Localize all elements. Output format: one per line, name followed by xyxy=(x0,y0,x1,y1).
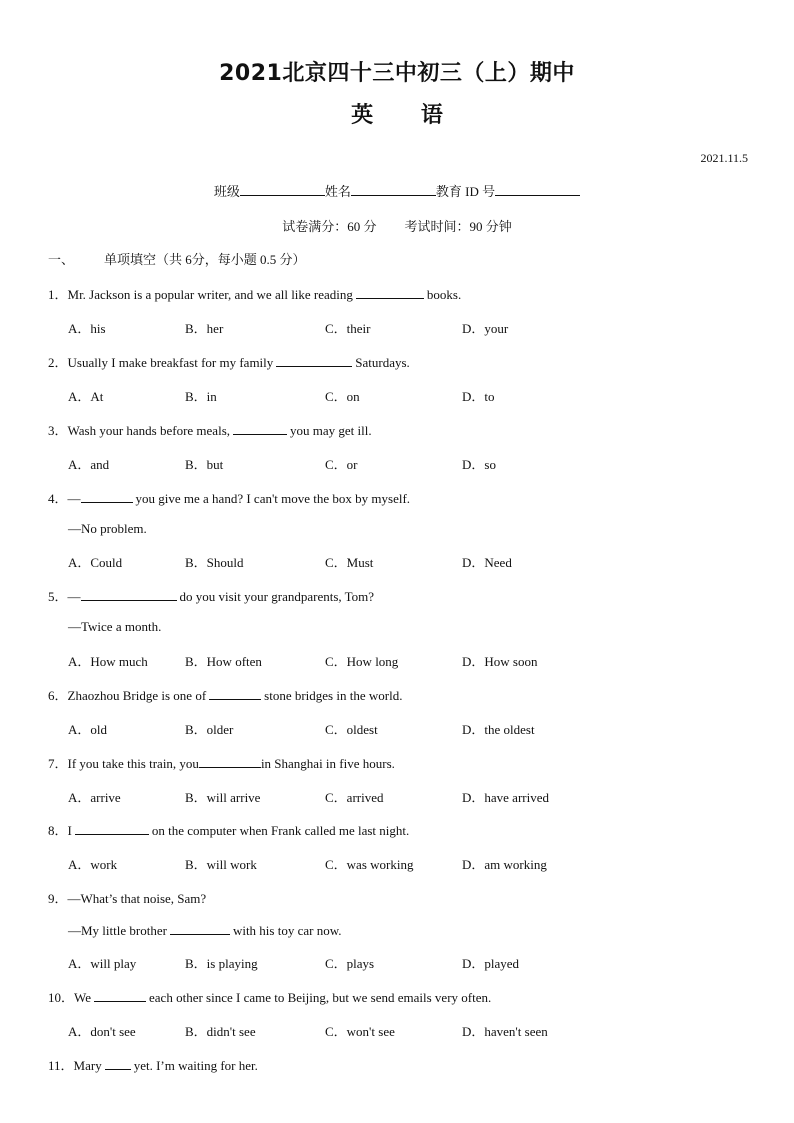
options-5 xyxy=(68,651,768,669)
exam-title: 2021北京四十三中初三（上）期中 xyxy=(219,61,575,86)
question-10 xyxy=(48,987,491,1006)
question-text: yet. I’m waiting for her. xyxy=(133,1058,258,1073)
question-8 xyxy=(48,820,409,839)
question-text: stone bridges in the world. xyxy=(264,688,403,703)
id-label: 教育 ID 号 xyxy=(435,184,496,199)
option-b[interactable]: B．but xyxy=(185,457,224,472)
question-text: you may get ill. xyxy=(290,423,372,438)
option-c[interactable]: C．arrived xyxy=(325,790,384,805)
option-b[interactable]: B．in xyxy=(185,389,217,404)
question-text: —What’s that noise, Sam? xyxy=(67,891,207,906)
question-text: each other since I came to Beijing, but we send emails very often. xyxy=(149,990,492,1005)
options-7 xyxy=(68,787,768,805)
option-a[interactable]: A．Could xyxy=(68,555,123,570)
question-number: 4． xyxy=(48,491,68,506)
option-c[interactable]: C．won't see xyxy=(325,1024,395,1039)
option-d[interactable]: D．the oldest xyxy=(462,722,535,737)
option-b[interactable]: B．Should xyxy=(185,555,244,570)
question-text: — xyxy=(67,491,81,506)
question-6 xyxy=(48,685,402,704)
question-number: 6． xyxy=(48,688,68,703)
option-c[interactable]: C．on xyxy=(325,389,360,404)
options-3 xyxy=(68,454,768,472)
question-text: do you visit your grandparents, Tom? xyxy=(179,589,375,604)
reply-text: —My little brother xyxy=(68,923,167,938)
options-2 xyxy=(68,386,768,404)
option-b[interactable]: B．How often xyxy=(185,654,262,669)
option-d[interactable]: D．How soon xyxy=(462,654,538,669)
option-a[interactable]: A．How much xyxy=(68,654,148,669)
answer-blank[interactable] xyxy=(81,489,133,503)
question-text: Mary xyxy=(73,1058,102,1073)
question-text: Saturdays. xyxy=(355,355,410,370)
option-c[interactable]: C．oldest xyxy=(325,722,378,737)
option-a[interactable]: A．his xyxy=(68,321,106,336)
option-b[interactable]: B．her xyxy=(185,321,224,336)
score-time-line xyxy=(0,216,794,235)
option-a[interactable]: A．old xyxy=(68,722,108,737)
question-text: Wash your hands before meals, xyxy=(67,423,231,438)
option-c[interactable]: C．Must xyxy=(325,555,374,570)
name-label: 姓名 xyxy=(324,184,351,199)
options-9 xyxy=(68,953,768,971)
option-d[interactable]: D．so xyxy=(462,457,496,472)
dialogue-reply xyxy=(68,921,342,939)
score-info: 试卷满分：60 分 xyxy=(282,219,377,234)
option-a[interactable]: A．will play xyxy=(68,956,137,971)
question-text: on the computer when Frank called me last night. xyxy=(151,823,410,838)
question-number: 3． xyxy=(48,423,68,438)
question-5 xyxy=(48,586,374,605)
question-text: I xyxy=(67,823,72,838)
answer-blank[interactable] xyxy=(276,353,352,367)
class-blank[interactable] xyxy=(240,182,325,196)
exam-date: 2021.11.5 xyxy=(700,151,748,165)
option-c[interactable]: C．was working xyxy=(325,857,414,872)
dialogue-reply: —Twice a month. xyxy=(68,619,162,634)
name-blank[interactable] xyxy=(351,182,436,196)
section-number: 一、 xyxy=(48,252,75,267)
question-text: you give me a hand? I can't move the box by myself. xyxy=(135,491,411,506)
option-c[interactable]: C．or xyxy=(325,457,358,472)
question-number: 10． xyxy=(48,990,75,1005)
question-number: 8． xyxy=(48,823,68,838)
question-text: in Shanghai in five hours. xyxy=(260,756,395,771)
question-number: 5． xyxy=(48,589,68,604)
option-b[interactable]: B．will arrive xyxy=(185,790,261,805)
answer-blank[interactable] xyxy=(81,587,177,601)
question-number: 9． xyxy=(48,891,68,906)
options-10 xyxy=(68,1021,768,1039)
option-d[interactable]: D．am working xyxy=(462,857,547,872)
class-label: 班级 xyxy=(213,184,240,199)
option-d[interactable]: D．to xyxy=(462,389,495,404)
option-b[interactable]: B．didn't see xyxy=(185,1024,256,1039)
question-9 xyxy=(48,888,206,907)
question-number: 11． xyxy=(48,1058,74,1073)
option-a[interactable]: A．work xyxy=(68,857,118,872)
question-text: If you take this train, you xyxy=(67,756,199,771)
question-text: Zhaozhou Bridge is one of xyxy=(67,688,207,703)
option-a[interactable]: A．At xyxy=(68,389,104,404)
option-b[interactable]: B．will work xyxy=(185,857,257,872)
answer-blank[interactable] xyxy=(356,285,424,299)
option-c[interactable]: C．How long xyxy=(325,654,399,669)
time-info: 考试时间：90 分钟 xyxy=(404,219,512,234)
dialogue-reply: —No problem. xyxy=(68,521,147,536)
question-text: We xyxy=(74,990,92,1005)
question-number: 1． xyxy=(48,287,68,302)
section-title: 单项填空（共 6分，每小题 0.5 分） xyxy=(104,252,306,267)
answer-blank[interactable] xyxy=(199,754,261,768)
answer-blank[interactable] xyxy=(209,686,261,700)
question-text: Mr. Jackson is a popular writer, and we all like reading xyxy=(67,287,353,302)
answer-blank[interactable] xyxy=(94,988,146,1002)
question-text: books. xyxy=(426,287,462,302)
question-number: 2． xyxy=(48,355,68,370)
options-4 xyxy=(68,552,768,570)
answer-blank[interactable] xyxy=(105,1056,131,1070)
student-info-line xyxy=(0,181,794,200)
option-d[interactable]: D．your xyxy=(462,321,509,336)
option-c[interactable]: C．plays xyxy=(325,956,375,971)
options-8 xyxy=(68,854,768,872)
section-heading xyxy=(48,249,306,268)
question-text: — xyxy=(67,589,81,604)
option-d[interactable]: D．haven't seen xyxy=(462,1024,548,1039)
options-6 xyxy=(68,719,768,737)
question-7 xyxy=(48,753,395,772)
option-a[interactable]: A．arrive xyxy=(68,790,121,805)
option-c[interactable]: C．their xyxy=(325,321,371,336)
answer-blank[interactable] xyxy=(170,921,230,935)
question-11 xyxy=(48,1055,258,1074)
option-d[interactable]: D．have arrived xyxy=(462,790,549,805)
option-b[interactable]: B．is playing xyxy=(185,956,258,971)
question-number: 7． xyxy=(48,756,68,771)
option-a[interactable]: A．and xyxy=(68,457,110,472)
reply-text: with his toy car now. xyxy=(232,923,342,938)
answer-blank[interactable] xyxy=(233,421,287,435)
question-3 xyxy=(48,420,372,439)
options-1 xyxy=(68,318,768,336)
question-2 xyxy=(48,352,410,371)
id-blank[interactable] xyxy=(495,182,580,196)
question-text: Usually I make breakfast for my family xyxy=(67,355,274,370)
answer-blank[interactable] xyxy=(75,821,149,835)
question-1 xyxy=(48,284,461,303)
option-b[interactable]: B．older xyxy=(185,722,234,737)
option-d[interactable]: D．played xyxy=(462,956,520,971)
question-4 xyxy=(48,488,410,507)
option-d[interactable]: D．Need xyxy=(462,555,512,570)
option-a[interactable]: A．don't see xyxy=(68,1024,136,1039)
subject-title: 英 语 xyxy=(351,103,443,128)
